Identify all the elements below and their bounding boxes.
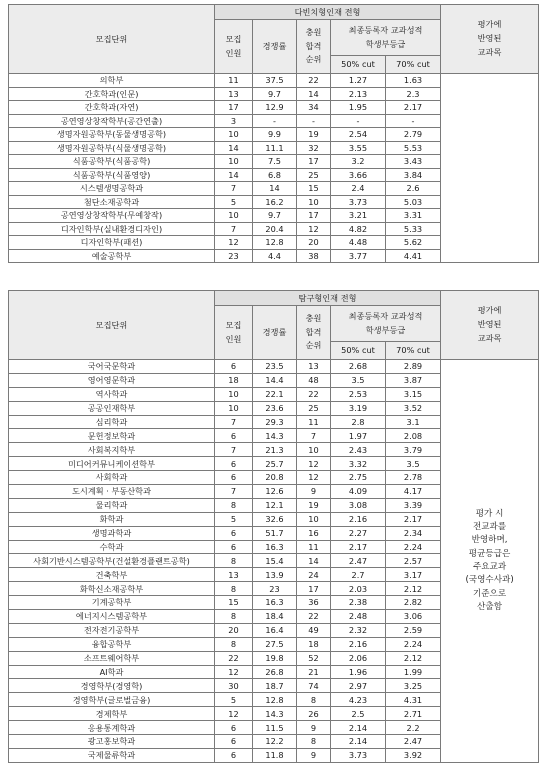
recruit-cell: 5	[215, 512, 253, 526]
header-cut70: 70% cut	[386, 56, 441, 74]
unit-cell: 공연영상창작학부(무예창작)	[9, 209, 215, 223]
cut50-cell: 3.2	[331, 155, 386, 169]
recruit-cell: 10	[215, 128, 253, 142]
competition-cell: 12.1	[253, 498, 297, 512]
rank-cell: 25	[297, 168, 331, 182]
cut70-cell: 2.82	[386, 596, 441, 610]
unit-cell: 심리학과	[9, 415, 215, 429]
recruit-cell: 5	[215, 693, 253, 707]
cut50-cell: 2.17	[331, 540, 386, 554]
competition-cell: 26.8	[253, 665, 297, 679]
recruit-cell: 6	[215, 526, 253, 540]
header-subject: 평가에 반영된 교과목	[441, 5, 539, 74]
recruit-cell: 6	[215, 429, 253, 443]
recruit-cell: 13	[215, 568, 253, 582]
header-unit: 모집단위	[9, 291, 215, 360]
unit-cell: 국제물류학과	[9, 748, 215, 762]
competition-cell: 9.9	[253, 128, 297, 142]
rank-cell: 17	[297, 582, 331, 596]
competition-cell: 15.4	[253, 554, 297, 568]
cut50-cell: 4.48	[331, 236, 386, 250]
cut50-cell: 3.19	[331, 401, 386, 415]
header-recruit: 모집 인원	[215, 20, 253, 74]
cut50-cell: 3.73	[331, 195, 386, 209]
cut50-cell: 4.23	[331, 693, 386, 707]
unit-cell: 사회복지학부	[9, 443, 215, 457]
cut50-cell: 3.55	[331, 141, 386, 155]
evaluation-note	[441, 360, 539, 763]
table-title: 탐구형인재 전형	[215, 291, 441, 306]
cut50-cell: 2.16	[331, 637, 386, 651]
rank-cell: 10	[297, 512, 331, 526]
competition-cell: 9.7	[253, 209, 297, 223]
recruit-cell: 8	[215, 610, 253, 624]
recruit-cell: 8	[215, 498, 253, 512]
cut50-cell: 3.73	[331, 748, 386, 762]
unit-cell: 도시계획 · 부동산학과	[9, 485, 215, 499]
cut70-cell: 2.57	[386, 554, 441, 568]
rank-cell: 22	[297, 387, 331, 401]
unit-cell: 예술공학부	[9, 249, 215, 263]
rank-cell: 8	[297, 735, 331, 749]
header-cut70: 70% cut	[386, 342, 441, 360]
competition-cell: 16.4	[253, 623, 297, 637]
unit-cell: 융합공학부	[9, 637, 215, 651]
rank-cell: 21	[297, 665, 331, 679]
competition-cell: 23	[253, 582, 297, 596]
cut50-cell: 2.48	[331, 610, 386, 624]
rank-cell: 49	[297, 623, 331, 637]
cut70-cell: 2.6	[386, 182, 441, 196]
cut70-cell: 2.12	[386, 651, 441, 665]
cut70-cell: -	[386, 114, 441, 128]
unit-cell: 전자전기공학부	[9, 623, 215, 637]
cut70-cell: 2.3	[386, 87, 441, 101]
cut70-cell: 3.43	[386, 155, 441, 169]
unit-cell: 응용통계학과	[9, 721, 215, 735]
header-grade: 최종등록자 교과성적 학생부등급	[331, 306, 441, 342]
cut70-cell: 3.92	[386, 748, 441, 762]
cut70-cell: 3.84	[386, 168, 441, 182]
unit-cell: 소프트웨어학부	[9, 651, 215, 665]
cut70-cell: 2.78	[386, 471, 441, 485]
rank-cell: 9	[297, 748, 331, 762]
cut50-cell: 3.66	[331, 168, 386, 182]
cut70-cell: 2.59	[386, 623, 441, 637]
rank-cell: 11	[297, 540, 331, 554]
rank-cell: 19	[297, 128, 331, 142]
cut50-cell: 1.27	[331, 74, 386, 88]
header-rank: 충원 합격 순위	[297, 20, 331, 74]
cut70-cell: 1.63	[386, 74, 441, 88]
recruit-cell: 6	[215, 748, 253, 762]
cut50-cell: 2.47	[331, 554, 386, 568]
recruit-cell: 3	[215, 114, 253, 128]
rank-cell: 8	[297, 693, 331, 707]
cut50-cell: 2.03	[331, 582, 386, 596]
unit-cell: 사회기반시스템공학부(건설환경플랜트공학)	[9, 554, 215, 568]
cut70-cell: 4.41	[386, 249, 441, 263]
rank-cell: 48	[297, 373, 331, 387]
recruit-cell: 14	[215, 168, 253, 182]
header-unit: 모집단위	[9, 5, 215, 74]
unit-cell: 식품공학부(식품영양)	[9, 168, 215, 182]
competition-cell: 14.4	[253, 373, 297, 387]
recruit-cell: 7	[215, 222, 253, 236]
cut50-cell: 2.14	[331, 721, 386, 735]
rank-cell: 34	[297, 101, 331, 115]
unit-cell: 미디어커뮤니케이션학부	[9, 457, 215, 471]
cut50-cell: 2.5	[331, 707, 386, 721]
rank-cell: 16	[297, 526, 331, 540]
recruit-cell: 20	[215, 623, 253, 637]
rank-cell: 13	[297, 360, 331, 374]
rank-cell: 14	[297, 87, 331, 101]
unit-cell: 공공인재학부	[9, 401, 215, 415]
unit-cell: 간호학과(자연)	[9, 101, 215, 115]
subject-cell	[441, 74, 539, 263]
cut50-cell: 2.14	[331, 735, 386, 749]
recruit-cell: 6	[215, 540, 253, 554]
rank-cell: 20	[297, 236, 331, 250]
recruit-cell: 10	[215, 401, 253, 415]
rank-cell: 25	[297, 401, 331, 415]
table-row	[9, 360, 539, 374]
competition-cell: 12.9	[253, 101, 297, 115]
competition-cell: 11.8	[253, 748, 297, 762]
competition-cell: 11.5	[253, 721, 297, 735]
rank-cell: 15	[297, 182, 331, 196]
cut70-cell: 2.2	[386, 721, 441, 735]
competition-cell: 23.6	[253, 401, 297, 415]
cut50-cell: 2.32	[331, 623, 386, 637]
header-competition: 경쟁률	[253, 306, 297, 360]
unit-cell: 사회학과	[9, 471, 215, 485]
cut50-cell: -	[331, 114, 386, 128]
unit-cell: 디자인학부(실내환경디자인)	[9, 222, 215, 236]
cut70-cell: 1.99	[386, 665, 441, 679]
cut70-cell: 2.12	[386, 582, 441, 596]
unit-cell: 광고홍보학과	[9, 735, 215, 749]
rank-cell: 38	[297, 249, 331, 263]
cut50-cell: 2.06	[331, 651, 386, 665]
rank-cell: 18	[297, 637, 331, 651]
rank-cell: 52	[297, 651, 331, 665]
cut50-cell: 2.53	[331, 387, 386, 401]
cut50-cell: 3.21	[331, 209, 386, 223]
unit-cell: 경제학부	[9, 707, 215, 721]
recruit-cell: 6	[215, 471, 253, 485]
cut70-cell: 2.71	[386, 707, 441, 721]
rank-cell: 22	[297, 74, 331, 88]
rank-cell: 9	[297, 721, 331, 735]
cut50-cell: 3.77	[331, 249, 386, 263]
header-recruit: 모집 인원	[215, 306, 253, 360]
competition-cell: 12.2	[253, 735, 297, 749]
competition-cell: 12.8	[253, 236, 297, 250]
unit-cell: 에너지시스템공학부	[9, 610, 215, 624]
header-cut50: 50% cut	[331, 342, 386, 360]
table-body	[9, 74, 539, 263]
recruit-cell: 10	[215, 155, 253, 169]
cut70-cell: 2.34	[386, 526, 441, 540]
cut50-cell: 4.82	[331, 222, 386, 236]
unit-cell: 첨단소재공학과	[9, 195, 215, 209]
rank-cell: 24	[297, 568, 331, 582]
unit-cell: 영어영문학과	[9, 373, 215, 387]
recruit-cell: 12	[215, 236, 253, 250]
competition-cell: 18.7	[253, 679, 297, 693]
competition-cell: 22.1	[253, 387, 297, 401]
davinci-admission-table	[8, 4, 539, 263]
unit-cell: 경영학부(경영학)	[9, 679, 215, 693]
unit-cell: 화학신소재공학부	[9, 582, 215, 596]
competition-cell: 16.3	[253, 540, 297, 554]
cut50-cell: 3.32	[331, 457, 386, 471]
competition-cell: 4.4	[253, 249, 297, 263]
cut50-cell: 1.97	[331, 429, 386, 443]
cut70-cell: 5.62	[386, 236, 441, 250]
competition-cell: 12.6	[253, 485, 297, 499]
competition-cell: 25.7	[253, 457, 297, 471]
competition-cell: 9.7	[253, 87, 297, 101]
competition-cell: 13.9	[253, 568, 297, 582]
cut70-cell: 3.87	[386, 373, 441, 387]
cut70-cell: 3.06	[386, 610, 441, 624]
header-subject: 평가에 반영된 교과목	[441, 291, 539, 360]
note-line: (국영수사과)	[465, 575, 514, 586]
cut50-cell: 2.97	[331, 679, 386, 693]
competition-cell: 7.5	[253, 155, 297, 169]
cut50-cell: 2.13	[331, 87, 386, 101]
note-line: 산출함	[477, 601, 503, 612]
unit-cell: 공연영상창작학부(공간연출)	[9, 114, 215, 128]
cut50-cell: 1.95	[331, 101, 386, 115]
recruit-cell: 6	[215, 735, 253, 749]
cut50-cell: 3.08	[331, 498, 386, 512]
competition-cell: 23.5	[253, 360, 297, 374]
competition-cell: 37.5	[253, 74, 297, 88]
cut70-cell: 3.25	[386, 679, 441, 693]
unit-cell: 생명과학과	[9, 526, 215, 540]
cut70-cell: 2.08	[386, 429, 441, 443]
competition-cell: 27.5	[253, 637, 297, 651]
cut50-cell: 2.8	[331, 415, 386, 429]
cut50-cell: 3.5	[331, 373, 386, 387]
unit-cell: 식품공학부(식품공학)	[9, 155, 215, 169]
rank-cell: 10	[297, 195, 331, 209]
cut70-cell: 4.17	[386, 485, 441, 499]
unit-cell: 간호학과(인문)	[9, 87, 215, 101]
competition-cell: 12.8	[253, 693, 297, 707]
cut50-cell: 1.96	[331, 665, 386, 679]
recruit-cell: 10	[215, 387, 253, 401]
header-cut50: 50% cut	[331, 56, 386, 74]
unit-cell: 생명자원공학부(식물생명공학)	[9, 141, 215, 155]
rank-cell: 12	[297, 471, 331, 485]
unit-cell: 경영학부(글로벌금융)	[9, 693, 215, 707]
recruit-cell: 10	[215, 209, 253, 223]
competition-cell: 20.4	[253, 222, 297, 236]
cut50-cell: 2.16	[331, 512, 386, 526]
unit-cell: 역사학과	[9, 387, 215, 401]
cut70-cell: 5.03	[386, 195, 441, 209]
unit-cell: 화학과	[9, 512, 215, 526]
rank-cell: 9	[297, 485, 331, 499]
rank-cell: 11	[297, 415, 331, 429]
competition-cell: 29.3	[253, 415, 297, 429]
rank-cell: 17	[297, 209, 331, 223]
cut70-cell: 2.17	[386, 512, 441, 526]
rank-cell: 26	[297, 707, 331, 721]
recruit-cell: 8	[215, 582, 253, 596]
recruit-cell: 7	[215, 415, 253, 429]
cut50-cell: 2.75	[331, 471, 386, 485]
cut50-cell: 2.54	[331, 128, 386, 142]
cut70-cell: 3.17	[386, 568, 441, 582]
cut70-cell: 4.31	[386, 693, 441, 707]
cut70-cell: 5.33	[386, 222, 441, 236]
recruit-cell: 30	[215, 679, 253, 693]
cut70-cell: 2.47	[386, 735, 441, 749]
recruit-cell: 8	[215, 554, 253, 568]
cut50-cell: 2.27	[331, 526, 386, 540]
rank-cell: 7	[297, 429, 331, 443]
cut50-cell: 2.43	[331, 443, 386, 457]
competition-cell: 16.2	[253, 195, 297, 209]
competition-cell: 18.4	[253, 610, 297, 624]
rank-cell: 19	[297, 498, 331, 512]
recruit-cell: 12	[215, 665, 253, 679]
cut70-cell: 3.15	[386, 387, 441, 401]
recruit-cell: 8	[215, 637, 253, 651]
unit-cell: 문헌정보학과	[9, 429, 215, 443]
recruit-cell: 13	[215, 87, 253, 101]
rank-cell: 12	[297, 457, 331, 471]
unit-cell: 건축학부	[9, 568, 215, 582]
note-line: 반영하며,	[471, 535, 508, 546]
cut50-cell: 2.7	[331, 568, 386, 582]
rank-cell: 12	[297, 222, 331, 236]
recruit-cell: 7	[215, 182, 253, 196]
rank-cell: 36	[297, 596, 331, 610]
unit-cell: AI학과	[9, 665, 215, 679]
note-line: 주요교과	[472, 561, 507, 572]
cut70-cell: 2.24	[386, 540, 441, 554]
recruit-cell: 6	[215, 721, 253, 735]
recruit-cell: 15	[215, 596, 253, 610]
competition-cell: -	[253, 114, 297, 128]
competition-cell: 32.6	[253, 512, 297, 526]
unit-cell: 생명자원공학부(동물생명공학)	[9, 128, 215, 142]
competition-cell: 19.8	[253, 651, 297, 665]
competition-cell: 16.3	[253, 596, 297, 610]
recruit-cell: 23	[215, 249, 253, 263]
recruit-cell: 7	[215, 443, 253, 457]
unit-cell: 물리학과	[9, 498, 215, 512]
recruit-cell: 7	[215, 485, 253, 499]
rank-cell: 17	[297, 155, 331, 169]
table-title: 다빈치형인재 전형	[215, 5, 441, 20]
recruit-cell: 6	[215, 457, 253, 471]
header-competition: 경쟁률	[253, 20, 297, 74]
unit-cell: 시스템생명공학과	[9, 182, 215, 196]
unit-cell: 디자인학부(패션)	[9, 236, 215, 250]
unit-cell: 수학과	[9, 540, 215, 554]
cut70-cell: 3.79	[386, 443, 441, 457]
inquiry-admission-table	[8, 290, 539, 763]
competition-cell: 51.7	[253, 526, 297, 540]
header-grade: 최종등록자 교과성적 학생부등급	[331, 20, 441, 56]
cut70-cell: 3.52	[386, 401, 441, 415]
cut70-cell: 3.39	[386, 498, 441, 512]
competition-cell: 21.3	[253, 443, 297, 457]
unit-cell: 의학부	[9, 74, 215, 88]
cut70-cell: 2.79	[386, 128, 441, 142]
cut70-cell: 2.89	[386, 360, 441, 374]
cut50-cell: 2.68	[331, 360, 386, 374]
unit-cell: 기계공학부	[9, 596, 215, 610]
note-line: 전교과를	[472, 521, 507, 532]
cut70-cell: 5.53	[386, 141, 441, 155]
rank-cell: 74	[297, 679, 331, 693]
competition-cell: 14	[253, 182, 297, 196]
recruit-cell: 14	[215, 141, 253, 155]
rank-cell: 32	[297, 141, 331, 155]
competition-cell: 11.1	[253, 141, 297, 155]
competition-cell: 6.8	[253, 168, 297, 182]
cut50-cell: 4.09	[331, 485, 386, 499]
table-row	[9, 74, 539, 88]
recruit-cell: 5	[215, 195, 253, 209]
cut50-cell: 2.38	[331, 596, 386, 610]
cut70-cell: 3.5	[386, 457, 441, 471]
rank-cell: 14	[297, 554, 331, 568]
rank-cell: 10	[297, 443, 331, 457]
cut50-cell: 2.4	[331, 182, 386, 196]
recruit-cell: 6	[215, 360, 253, 374]
recruit-cell: 11	[215, 74, 253, 88]
competition-cell: 20.8	[253, 471, 297, 485]
note-line: 평가 시	[475, 508, 504, 519]
cut70-cell: 3.1	[386, 415, 441, 429]
note-line: 평균등급은	[468, 548, 511, 559]
competition-cell: 14.3	[253, 429, 297, 443]
recruit-cell: 18	[215, 373, 253, 387]
table-body	[9, 360, 539, 763]
note-line: 기준으로	[472, 588, 507, 599]
cut70-cell: 2.17	[386, 101, 441, 115]
competition-cell: 14.3	[253, 707, 297, 721]
cut70-cell: 2.24	[386, 637, 441, 651]
recruit-cell: 17	[215, 101, 253, 115]
recruit-cell: 22	[215, 651, 253, 665]
cut70-cell: 3.31	[386, 209, 441, 223]
rank-cell: -	[297, 114, 331, 128]
rank-cell: 22	[297, 610, 331, 624]
unit-cell: 국어국문학과	[9, 360, 215, 374]
recruit-cell: 12	[215, 707, 253, 721]
header-rank: 충원 합격 순위	[297, 306, 331, 360]
